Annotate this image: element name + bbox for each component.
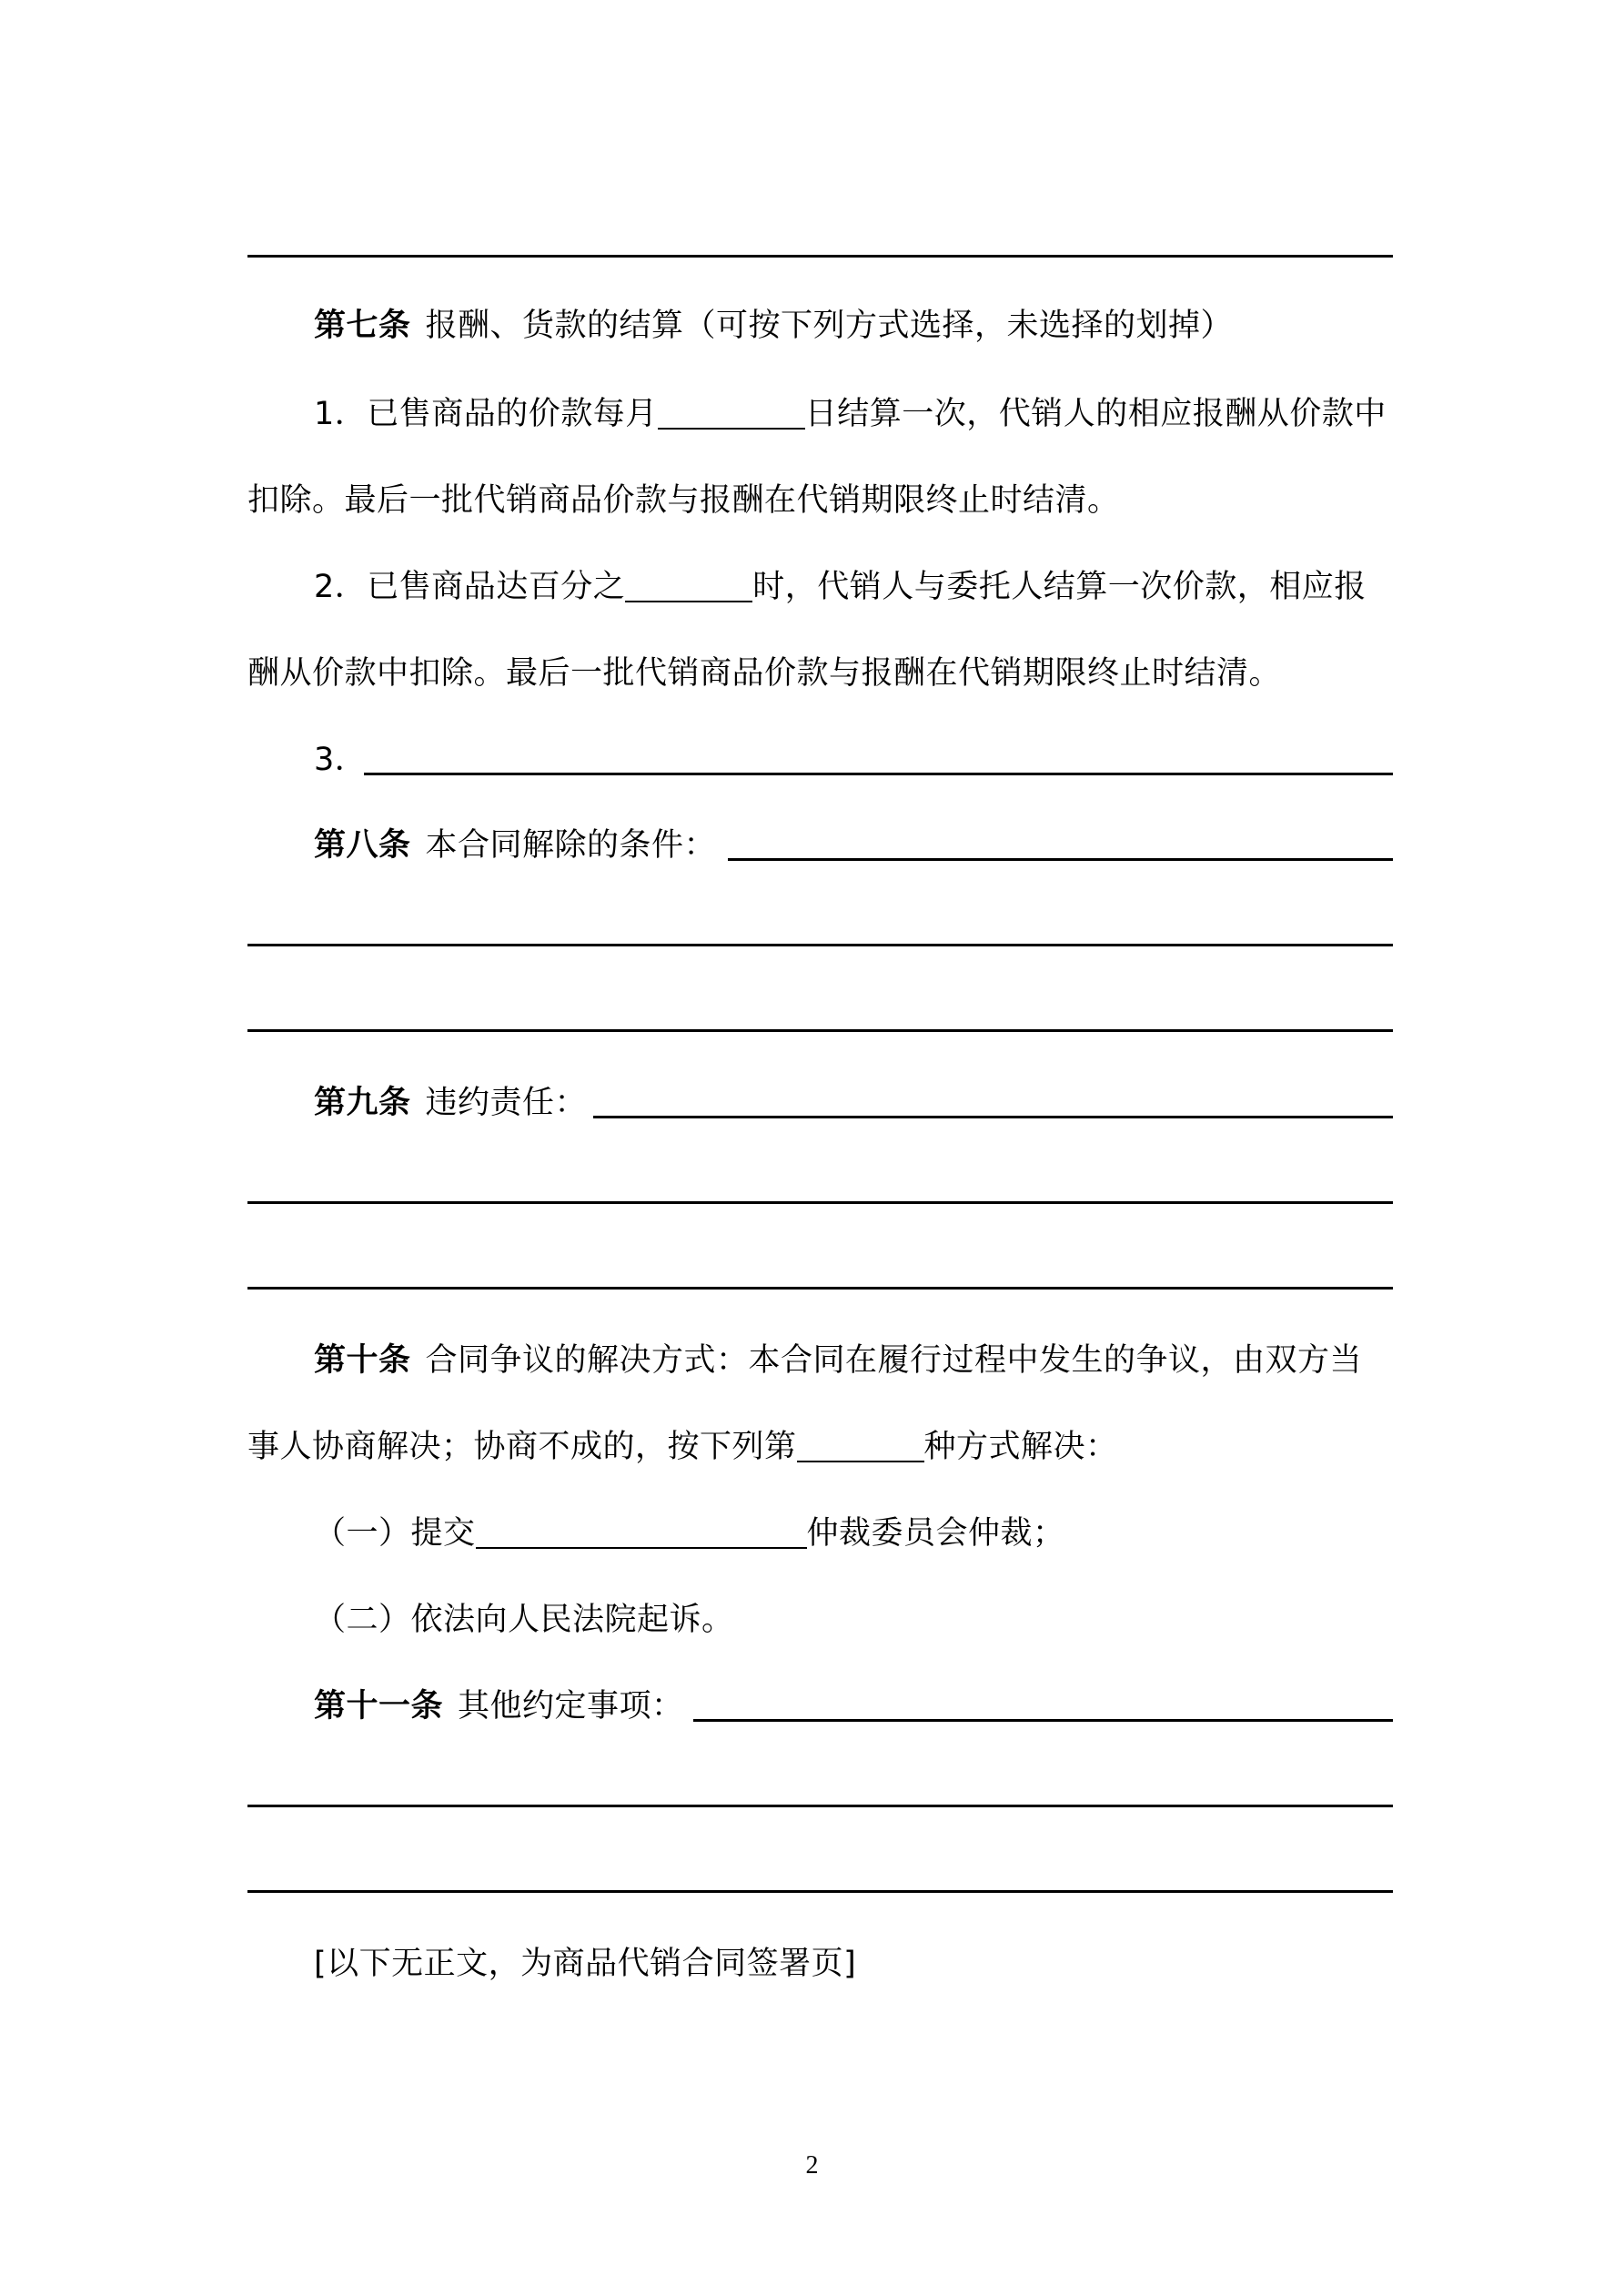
article-11-blank-line-3[interactable] (247, 1890, 1393, 1893)
article-10-cont: 事人协商解决；协商不成的，按下列第 种方式解决： (247, 1429, 1118, 1465)
article-10-option-2: （二）依法向人民法院起诉。 (314, 1602, 734, 1638)
article-7-item-1-cont: 扣除。最后一批代销商品价款与报酬在代销期限终止时结清。 (247, 482, 1120, 519)
article-8-blank-line-1[interactable] (728, 858, 1393, 861)
article-7-title: 报酬、货款的结算（可按下列方式选择，未选择的划掉） (425, 308, 1234, 344)
article-7-item-1: 1．已售商品的价款每月 日结算一次，代销人的相应报酬从价款中 (314, 396, 1387, 432)
article-10-option-1: （一）提交 仲裁委员会仲裁； (314, 1515, 1065, 1552)
article-10-heading: 第十条 (314, 1342, 411, 1379)
article-7-heading: 第七条 (314, 308, 411, 344)
article-9-blank-line-3[interactable] (247, 1287, 1393, 1290)
page-number: 2 (805, 2151, 819, 2180)
article-10-text: 合同争议的解决方式：本合同在履行过程中发生的争议，由双方当 (425, 1342, 1363, 1379)
article-9-title: 违约责任： (425, 1085, 588, 1121)
article-11-blank-line-1[interactable] (693, 1719, 1393, 1722)
closing-note: [以下无正文，为商品代销合同签署页] (314, 1946, 857, 1982)
item-1-day-blank[interactable] (658, 397, 805, 430)
article-7-item-3: 3． (314, 742, 368, 778)
article-11-blank-line-2[interactable] (247, 1805, 1393, 1807)
article-8-blank-line-2[interactable] (247, 944, 1393, 946)
arbitration-commission-blank[interactable] (476, 1516, 807, 1549)
article-8-title: 本合同解除的条件： (425, 827, 717, 864)
article-10-heading-line (314, 1340, 1362, 1381)
article-7-item-2-cont: 酬从价款中扣除。最后一批代销商品价款与报酬在代销期限终止时结清。 (247, 655, 1282, 692)
dispute-method-blank[interactable] (797, 1430, 924, 1462)
item-2-percent-blank[interactable] (625, 570, 752, 602)
article-9-blank-line-1[interactable] (593, 1116, 1393, 1118)
article-9-blank-line-2[interactable] (247, 1201, 1393, 1204)
item-3-blank-line[interactable] (364, 773, 1393, 775)
article-11-title: 其他约定事项： (458, 1688, 684, 1725)
article-7-heading-line (314, 305, 1233, 347)
article-8-heading: 第八条 (314, 827, 411, 864)
article-11-heading: 第十一条 (314, 1688, 444, 1725)
article-9-heading: 第九条 (314, 1085, 411, 1121)
header-rule (247, 255, 1393, 258)
article-11-heading-line (314, 1685, 684, 1727)
article-8-heading-line (314, 824, 716, 866)
article-8-blank-line-3[interactable] (247, 1029, 1393, 1032)
article-9-heading-line (314, 1082, 587, 1124)
article-7-item-2: 2．已售商品达百分之 时，代销人与委托人结算一次价款，相应报 (314, 569, 1367, 605)
